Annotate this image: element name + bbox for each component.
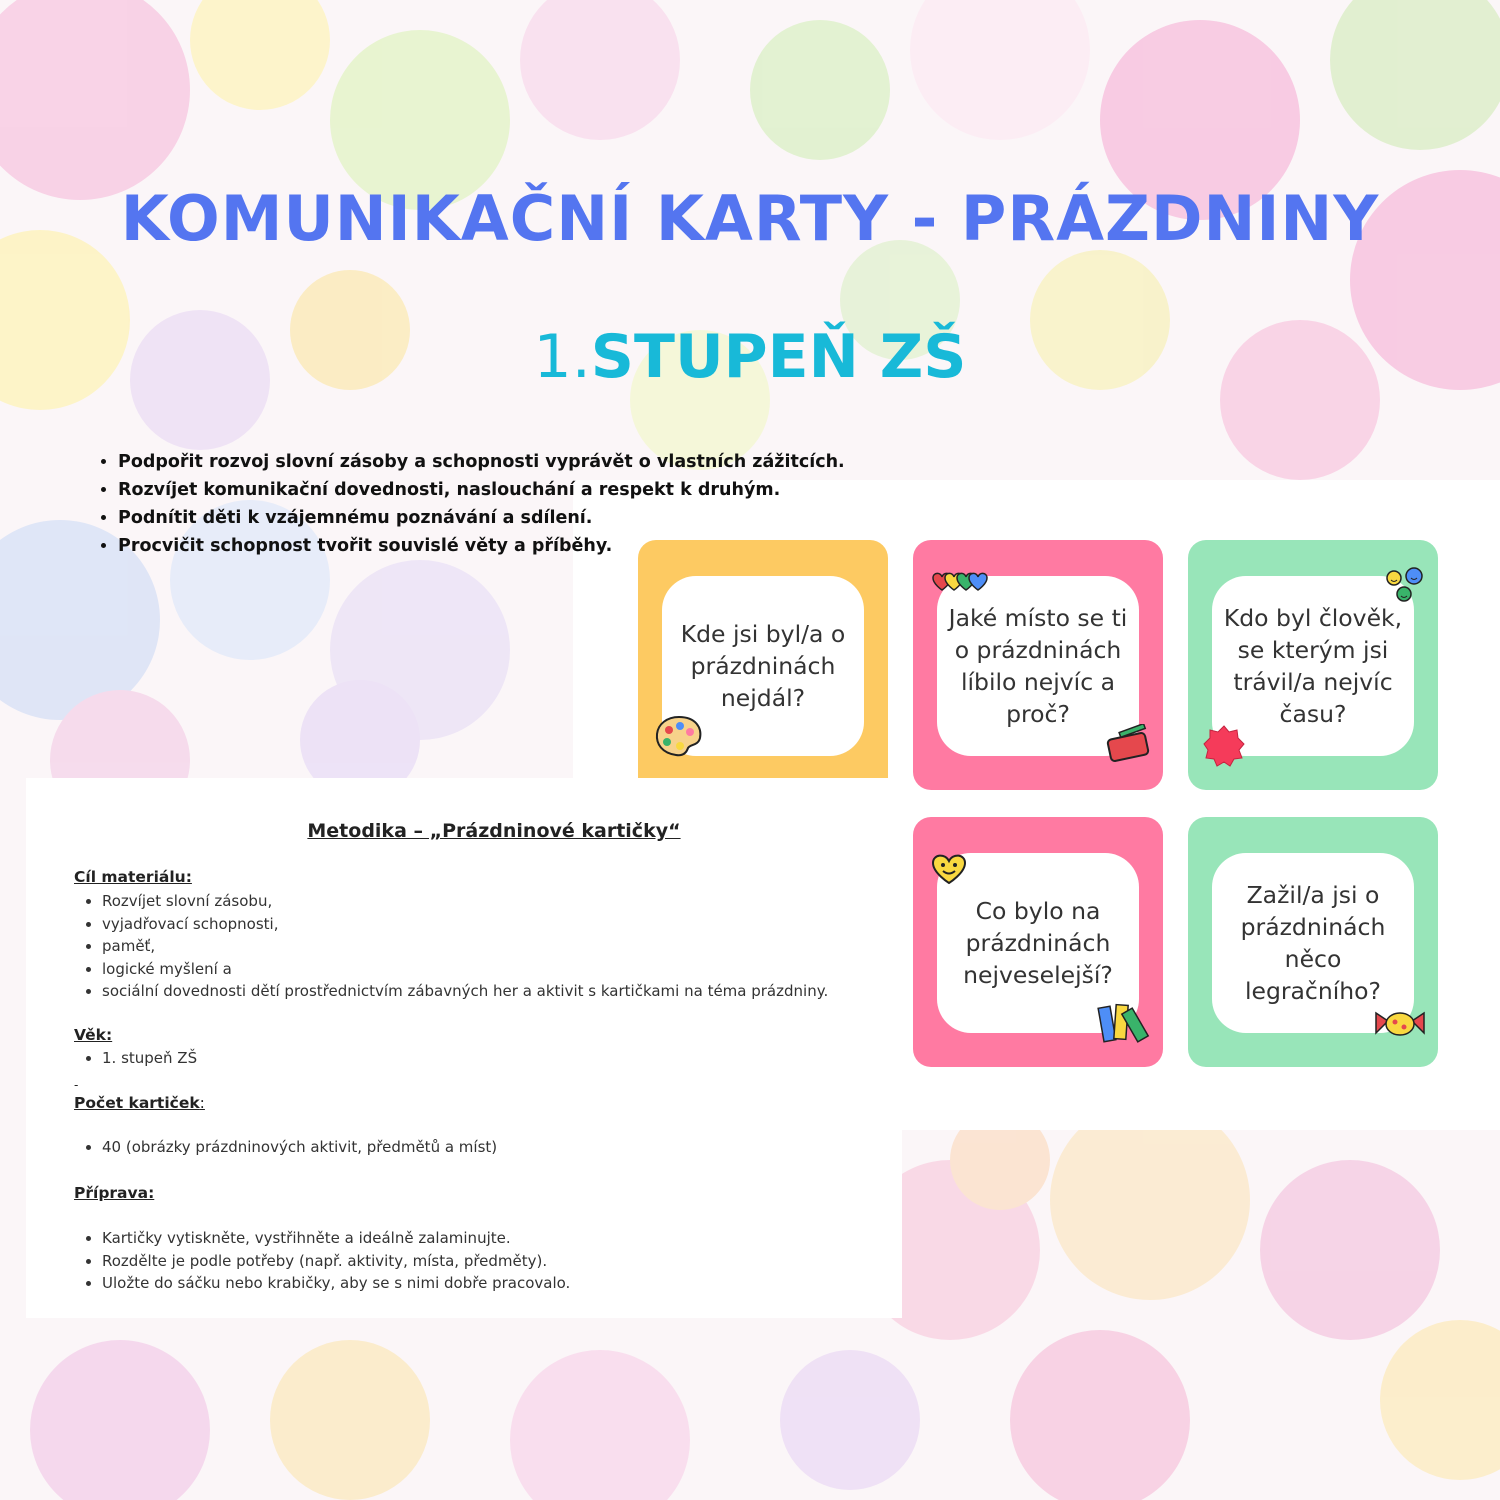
pencil-case-icon bbox=[1105, 724, 1153, 764]
goal-item: • Rozvíjet komunikační dovednosti, naslouchání a respekt k druhým. bbox=[118, 476, 845, 504]
list-item: • Uložte do sáčku nebo krabičky, aby se s nimi dobře pracovalo. bbox=[102, 1272, 570, 1295]
prep-list bbox=[84, 1227, 570, 1295]
card-question: Co bylo na prázdninách nejveselejší? bbox=[937, 853, 1139, 1033]
list-item: • 1. stupeň ZŠ bbox=[102, 1047, 197, 1070]
age-list bbox=[84, 1047, 197, 1070]
candy-icon bbox=[1372, 1007, 1428, 1041]
list-item: • vyjadřovací schopnosti, bbox=[102, 913, 828, 936]
card-question: Jaké místo se ti o prázdninách líbilo nejvíc a proč? bbox=[937, 576, 1139, 756]
hearts-icon bbox=[929, 570, 989, 596]
document-title: Metodika – „Prázdninové kartičky“ bbox=[307, 820, 681, 842]
list-item: • 40 (obrázky prázdninových aktivit, předmětů a míst) bbox=[102, 1136, 497, 1159]
list-item: • sociální dovednosti dětí prostřednictvím zábavných her a aktivit s kartičkami na téma prázdniny. bbox=[102, 980, 828, 1003]
page-subtitle bbox=[0, 322, 1500, 392]
card-pink bbox=[913, 540, 1163, 790]
list-item: • Kartičky vytiskněte, vystřihněte a ideálně zalaminujte. bbox=[102, 1227, 570, 1250]
page-title: KOMUNIKAČNÍ KARTY - PRÁZDNINY bbox=[120, 182, 1380, 255]
goal-item: • Podpořit rozvoj slovní zásoby a schopnosti vyprávět o vlastních zážitcích. bbox=[118, 448, 845, 476]
card-green bbox=[1188, 817, 1438, 1067]
goals-list bbox=[96, 448, 845, 560]
list-item: • logické myšlení a bbox=[102, 958, 828, 981]
smiley-faces-icon bbox=[1384, 566, 1430, 604]
count-heading-wrap: Počet kartiček: bbox=[74, 1094, 205, 1112]
age-heading: Věk: bbox=[74, 1026, 113, 1044]
list-item: • paměť, bbox=[102, 935, 828, 958]
goal-item: • Procvičit schopnost tvořit souvislé věty a příběhy. bbox=[118, 532, 845, 560]
crayons-icon bbox=[1095, 997, 1153, 1047]
flower-sticker-icon bbox=[1202, 724, 1246, 768]
palette-icon bbox=[654, 714, 704, 758]
prep-heading: Příprava: bbox=[74, 1184, 155, 1202]
card-question: Kdo byl člověk, se kterým jsi trávil/a nejvíc času? bbox=[1212, 576, 1414, 756]
card-yellow bbox=[638, 540, 888, 790]
count-list bbox=[84, 1136, 497, 1159]
card-pink bbox=[913, 817, 1163, 1067]
count-heading: Počet kartiček bbox=[74, 1094, 200, 1112]
card-question: Zažil/a jsi o prázdninách něco legračního? bbox=[1212, 853, 1414, 1033]
goal-item: • Podnítit děti k vzájemnému poznávání a sdílení. bbox=[118, 504, 845, 532]
card-question: Kde jsi byl/a o prázdninách nejdál? bbox=[662, 576, 864, 756]
subtitle-number: 1. bbox=[533, 322, 591, 392]
methodology-document bbox=[26, 778, 902, 1318]
card-green bbox=[1188, 540, 1438, 790]
list-item: • Rozdělte je podle potřeby (např. aktivity, místa, předměty). bbox=[102, 1250, 570, 1273]
heart-smiley-icon bbox=[929, 851, 969, 887]
subtitle-text: STUPEŇ ZŠ bbox=[590, 322, 967, 392]
goal-heading: Cíl materiálu: bbox=[74, 868, 192, 886]
goal-list bbox=[84, 890, 828, 1003]
divider: - bbox=[74, 1078, 79, 1092]
list-item: • Rozvíjet slovní zásobu, bbox=[102, 890, 828, 913]
